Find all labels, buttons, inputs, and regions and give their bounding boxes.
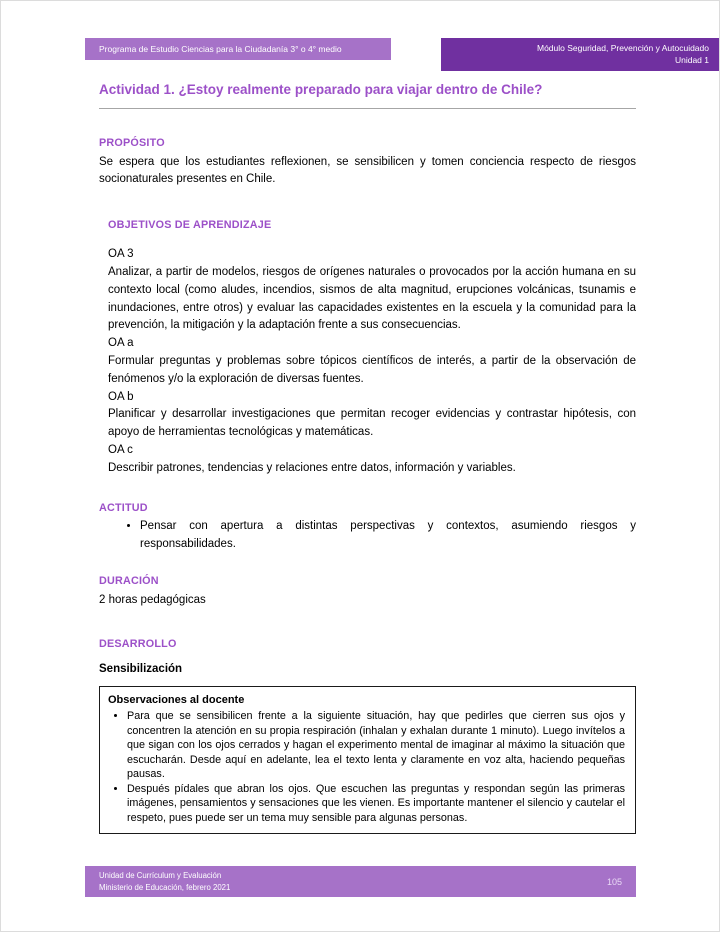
section-heading-actitud: ACTITUD — [99, 501, 148, 514]
header-program-bar: Programa de Estudio Ciencias para la Ciudadanía 3° o 4° medio — [85, 38, 391, 60]
footer-credits-line2: Ministerio de Educación, febrero 2021 — [99, 882, 231, 892]
section-proposito — [99, 137, 636, 190]
teacher-notes-heading: Observaciones al docente — [108, 694, 245, 707]
section-heading-duracion: DURACIÓN — [99, 575, 159, 588]
footer-credits — [99, 870, 230, 893]
header-module-line1: Módulo Seguridad, Prevención y Autocuidado — [536, 43, 709, 53]
oa-item — [108, 389, 636, 442]
section-duracion — [99, 575, 636, 610]
oa-text: Describir patrones, tendencias y relaciones entre datos, información y variables. — [108, 461, 516, 474]
teacher-notes-box — [99, 686, 636, 834]
page-footer — [85, 866, 636, 897]
title-divider — [99, 108, 636, 109]
footer-credits-line1: Unidad de Currículum y Evaluación — [99, 870, 222, 880]
oa-label: OA a — [108, 337, 134, 350]
header-module-bar — [441, 38, 719, 71]
oa-text: Formular preguntas y problemas sobre tópicos científicos de interés, a partir de la observación de fenómenos y/o la exploración de diversas fuentes. — [108, 355, 636, 385]
section-actitud — [99, 502, 636, 554]
oa-text: Planificar y desarrollar investigaciones que permitan recoger evidencias y contrastar hipótesis, con apoyo de herramientas tecnológicas y matemáticas. — [108, 408, 636, 439]
actitud-bullet-list — [99, 518, 636, 554]
teacher-notes-bullet: • Para que se sensibilicen frente a la siguiente situación, hay que pedirles que cierren sus ojos y concentren la atención en su propia respiración (inhalan y exhalan durante 1 minuto). Luego invítelos a que sigan con los ojos cerrados y hagan el experimento mental de imaginar al máximo la situación que escucharán. Desde aquí en adelante, lea el texto lenta y claramente en voz alta, haciendo pequeñas pausas. — [127, 709, 625, 781]
section-desarrollo — [99, 638, 636, 834]
page-number: 105 — [606, 876, 622, 887]
actitud-bullet: • Pensar con apertura a distintas perspectivas y contextos, asumiendo riesgos y responsabilidades. — [140, 518, 636, 554]
page-title: Actividad 1. ¿Estoy realmente preparado para viajar dentro de Chile? — [99, 82, 543, 97]
oa-item — [108, 335, 636, 388]
header-module-line2: Unidad 1 — [674, 55, 709, 66]
section-objetivos — [108, 219, 636, 478]
oa-item — [108, 442, 636, 478]
oa-text: Analizar, a partir de modelos, riesgos de orígenes naturales o provocados por la acción humana en su contexto local (como aludes, incendios, sismos de alta magnitud, erupciones volcánicas, tsunamis e inundaciones, entre otros) y evaluar las capacidades existentes en la escuela y la comunidad para la prevención, la mitigación y la adaptación frente a sus consecuencias. — [108, 265, 636, 332]
oa-label: OA b — [108, 390, 134, 403]
oa-label: OA 3 — [108, 248, 134, 261]
oa-list — [108, 246, 636, 478]
section-heading-proposito: PROPÓSITO — [99, 136, 165, 149]
duracion-text: 2 horas pedagógicas — [99, 594, 206, 607]
section-heading-desarrollo: DESARROLLO — [99, 638, 177, 651]
oa-label: OA c — [108, 444, 133, 457]
page-content — [99, 81, 636, 834]
subsection-sensibilizacion: Sensibilización — [99, 663, 183, 676]
proposito-text: Se espera que los estudiantes reflexionen, se sensibilicen y tomen conciencia respecto de riesgos socionaturales presentes en Chile. — [99, 155, 636, 186]
oa-item — [108, 246, 636, 335]
section-heading-objetivos: OBJETIVOS DE APRENDIZAJE — [108, 219, 272, 232]
teacher-notes-bullet: • Después pídales que abran los ojos. Que escuchen las preguntas y respondan según las primeras imágenes, pensamientos y sensaciones que les vienen. Es importante mantener el silencio y cautelar el respeto, pues puede ser un tema muy sensible para algunas personas. — [127, 782, 625, 825]
teacher-notes-list — [108, 709, 625, 825]
page-header — [85, 38, 719, 71]
